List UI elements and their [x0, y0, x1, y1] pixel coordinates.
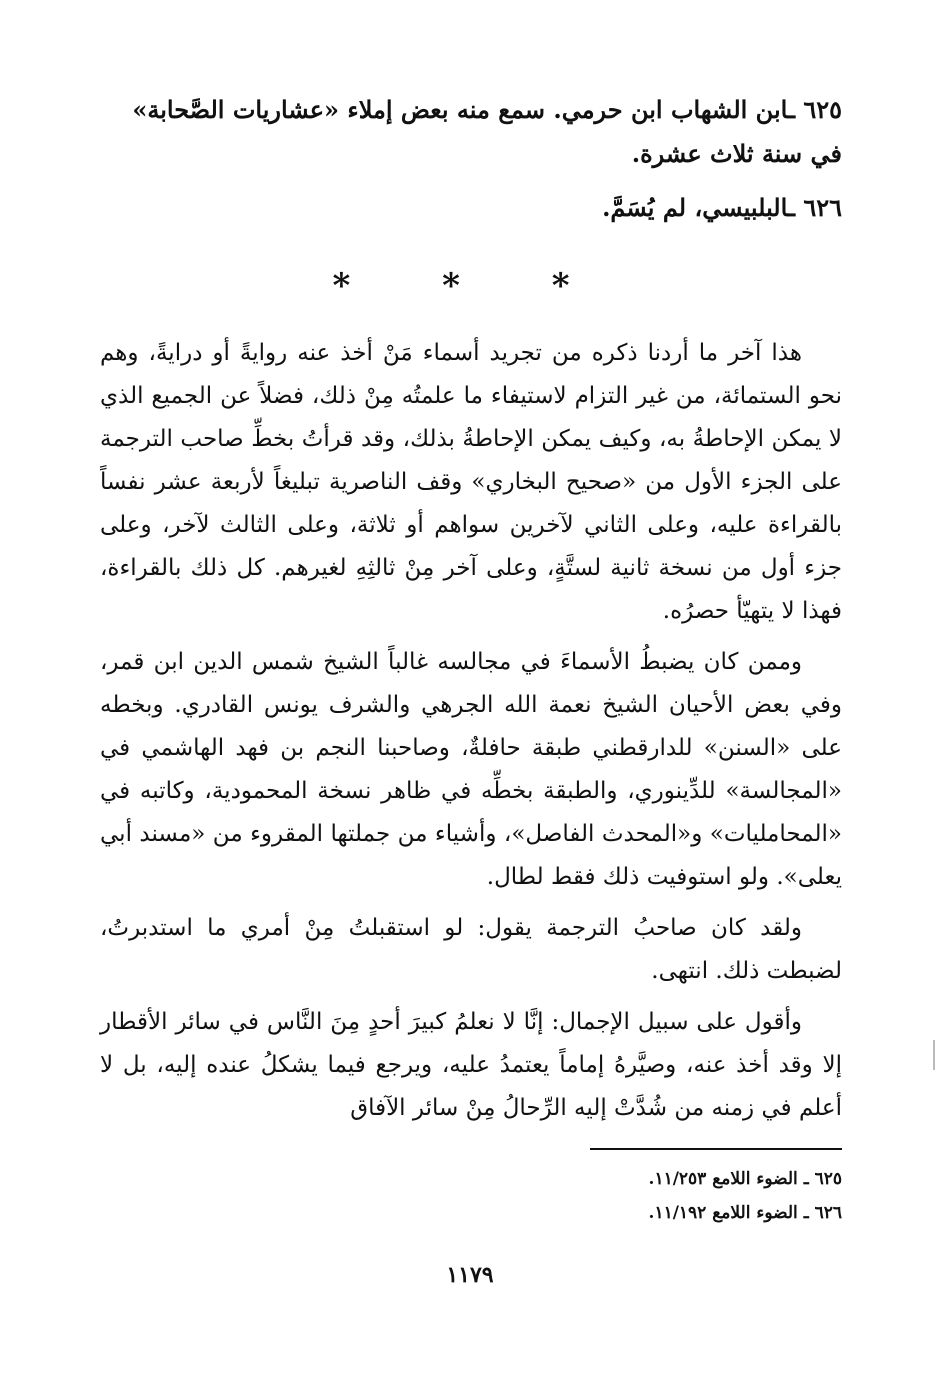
paragraph-1: هذا آخر ما أردنا ذكره من تجريد أسماء مَنْ أخذ عنه روايةً أو درايةً، وهم نحو الستمائة، من غير التزام لاستيفاء ما علمتُه مِنْ ذلك، فضلاً عن الجميع الذي لا يمكن الإحاطةُ به، وكيف يمكن الإحاطةُ بذلك، وقد قرأتُ بخطِّ صاحب الترجمة على الجزء الأول من «صحيح البخاري» وقف الناصرية تبليغاً لأربعة عشر نفساً بالقراءة عليه، وعلى الثاني لآخرين سواهم أو ثلاثة، وعلى الثالث لآخر، وعلى جزء أول من نسخة ثانية لستَّةٍ، وعلى آخر مِنْ ثالثِهِ لغيرهم. كل ذلك بالقراءة، فهذا لا يتهيّأ حصرُه.: [100, 340, 842, 624]
footnote-divider: [590, 1148, 842, 1150]
entry-number: ٦٢٦ ـ: [787, 193, 842, 222]
entry-number: ٦٢٥ ـ: [787, 95, 842, 124]
footnotes: [590, 1148, 842, 1230]
page-body: [100, 88, 842, 1138]
section-separator: * * *: [332, 266, 610, 306]
paragraph-4: وأقول على سبيل الإجمال: إنَّا لا نعلمُ كبيرَ أحدٍ مِنَ النَّاس في سائر الأقطار إلا وقد أخذ عنه، وصيَّرهُ إماماً يعتمدُ عليه، ويرجع فيما يشكلُ عنده إليه، بل لا أعلم في زمنه من شُدَّتْ إليه الرِّحالُ مِنْ سائر الآفاق: [100, 1009, 842, 1121]
entry-text: ابن الشهاب ابن حرمي. سمع منه بعض إملاء «عشاريات الصَّحابة» في سنة ثلاث عشرة.: [132, 95, 842, 168]
entry-text: البلبيسي، لم يُسَمَّ.: [602, 193, 788, 222]
footnote-625: ٦٢٥ ـ الضوء اللامع ١١/٢٥٣.: [648, 1169, 842, 1189]
paragraph-3: ولقد كان صاحبُ الترجمة يقول: لو استقبلتُ مِنْ أمري ما استدبرتُ، لضبطت ذلك. انتهى.: [100, 915, 842, 984]
footnote-626: ٦٢٦ ـ الضوء اللامع ١١/١٩٢.: [648, 1203, 842, 1223]
entry-625: [100, 88, 842, 176]
page-number: ١١٧٩: [446, 1262, 494, 1288]
paragraph-2: وممن كان يضبطُ الأسماءَ في مجالسه غالباً الشيخ شمس الدين ابن قمر، وفي بعض الأحيان الشيخ نعمة الله الجرهي والشرف يونس القادري. وبخطه على «السنن» للدارقطني طبقة حافلةٌ، وصاحبنا النجم بن فهد الهاشمي في «المجالسة» للدِّينوري، والطبقة بخطِّه في ظاهر نسخة المحمودية، وكاتبه في «المحامليات» و«المحدث الفاصل»، وأشياء من جملتها المقروء من «مسند أبي يعلى». ولو استوفيت ذلك فقط لطال.: [100, 649, 842, 890]
margin-mark: [933, 1040, 935, 1070]
entry-626: [100, 186, 842, 230]
